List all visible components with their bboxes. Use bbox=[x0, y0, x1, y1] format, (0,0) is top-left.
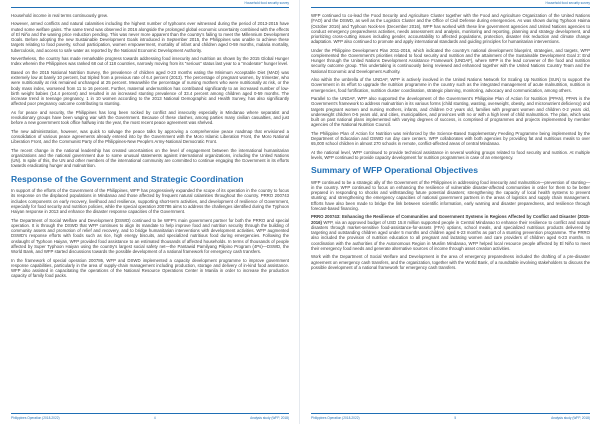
paragraph: However, armed conflicts and natural calamities including the highest number of typhoons ever witnessed during the period of 2013-2015 have muted some welfare gains. The same trend was observed in 2016 alongside the prolonged global economic uncertainty combined with the effects of El Niño and the waning price reduction pending. This was never more apparent than the country's failing to meet the Millennium Development Goals. Before adopting the new Sustainable Development Goals introduced in September 2015, the Philippines was unable to achieve these targets relating to food poverty, school participation, women empowerment, mortality of infant and children aged 0-59 months, malaria mortality, tuberculosis, and access to safe water as reported by the National Economic Development Authority. bbox=[11, 21, 289, 53]
footer-right-text: Analysis study (WFP, 2018) bbox=[551, 416, 590, 420]
footer-right-text: Analysis study (WFP, 2018) bbox=[250, 416, 289, 420]
paragraph: Work with the Department of Social Welfare and Development in the area of emergency preparedness included the drafting of a pre-disaster agreement on emergency cash transfers, and the organization, together with the World Bank, of a roundtable involving stakeholders to discuss the possible development of a national framework for emergency cash transfers. bbox=[311, 254, 590, 270]
footer-publisher: Philippines Operation (2018-2022) bbox=[311, 416, 360, 420]
paragraph: In the framework of special operation 200786, WFP and DSWD implemented a capacity development programme to improve government response capabilities, particularly in the area of supply-chain management including production, storage and delivery of in-kind food assistance. WFP also assisted in capacitating the operations of the National Resource Operations Center in Manila in order to increase the production capacity of family food packs. bbox=[11, 257, 289, 279]
paragraph: The new administration, however, was quick to salvage the peace talks by approving a comprehensive peace roadmap that envisioned a consolidation of various peace agreements already entered into by the Government with the Moro Islamic Liberation Front, the Moro National Liberation Front, and the Communist Party of the Philippines-New People's Army-National Democratic Front. bbox=[11, 128, 289, 145]
footer-publisher: Philippines Operation (2018-2022) bbox=[11, 416, 60, 420]
paragraph: The Department of Social Welfare and Development (DSWD) continued to be WFP's main government partner for both the PRRO and special operation. It is through the DSWD that WFP continues to align its mandate to help improve food and nutrition security through the building of community assets and promotion of relief and recovery, and to bridge humanitarian interventions with development activities. WFP augmented DSWD's response efforts with foods such as rice, high energy biscuits, and specialized nutritious food during emergencies. Following the onslaught of Typhoon Haiyan, WFP provided food assistance to an estimated thousands of affected households. In terms of thousands of people affected by Super Typhoon Haiyan using the country's largest social safety net—the Pantawid Pamilyang Pilipino Program (4Ps)—DSWD, the World Bank, and WFP started discussions towards the possible development of a national framework for emergency cash transfers. bbox=[11, 217, 289, 255]
paragraph: At the national level, WFP continued to provide technical assistance in several working groups related to food security and nutrition. At multiple levels, WFP continued to provide capacity development for nutrition programmes in case of an emergency. bbox=[311, 149, 590, 160]
header-rule bbox=[11, 7, 289, 8]
paragraph: WFP continued to be a strategic ally of the Government of the Philippines in addressing food insecurity and malnutrition—prevention of stunting—in the country. WFP continued to focus on enhancing the resilience of vulnerable disaster-affected communities in order for them to be better prepared in responding to shocks and withstanding future potential disasters; strengthening the capacity of local health systems to prevent stunting; and strengthening the emergency capacities of national government partners in the areas of logistics and supply chain management. Efforts have also been made to bridge the link between scientific information, early warning and disaster preparedness, and resilience through forecast-based financing. bbox=[311, 179, 590, 211]
paragraph: Parallel to the UNDAF, WFP also supported the development of the Government's Philippine Plan of Action for Nutrition (PPAN). PPAN is the Government's framework to address malnutrition in its various forms (child stunting, wasting, overweight, obesity, and micronutrient deficiency) and targets pregnant women and nursing mothers, infants, and children 0-2 years old, families with pregnant women and children 0-2 years old, underweight children 0-5 years old, and cities, municipalities, and provinces with no or with a high level of child malnutrition. The plan, which was built on past national plans implemented with varying degrees of success, is comprised of programmes and projects implemented by member agencies of the National Nutrition Council. bbox=[311, 96, 590, 128]
paragraph: Household income in real terms continuously grew. bbox=[11, 13, 108, 18]
paragraph: The recent change in the national leadership has created uncertainties on the level of engagement between the international humanitarian organizations and the national government due to some unusual statements against international organizations, including the United Nations (UN). In spite of this, the UN and other members of the international community are committed to continue engaging the Government in its efforts towards eradicating hunger and malnutrition. bbox=[11, 147, 289, 169]
page-footer bbox=[311, 413, 590, 420]
paragraph: As for peace and security, the Philippines has long been rocked by conflict and insecurity especially in Mindanao where separatist and revolutionary groups have been waging war with the Government. Because of these clashes, among parties many civilian casualties, and just before a new government took office halfway into the year, the most recent peace agreement was shelved. bbox=[11, 109, 289, 126]
running-header: Household food security survey bbox=[545, 1, 590, 5]
paragraph: Based on the 2015 National Nutrition Survey, the prevalence of children aged 0-23 months eating the Minimum Acceptable Diet (MAD) was extremely low at barely 10 percent, but tripled from a previous rate of 6.4 percent (2013). The percentage of pregnant women, by trimester, who were nutritionally at risk remained unchanged at 25 percent. Meanwhile the percentage of nursing mothers who were nutritionally at risk, or the body mass index, worsened from 11 to 16 percent. Further, maternal undernutrition has contributed significantly to an increased number of low-birth weight babies (14.4 percent) and resulted in an increased stunting prevalence of 33.4 percent among children aged 0-59 months. The increase trend in teenage pregnancy, 1 in 10 women according to the 2013 National Demographic and Health Survey, has also significantly affected poor pregnancy outcome contributing to stunting. bbox=[11, 69, 289, 107]
paragraph: Nevertheless, the country has made remarkable progress towards addressing food insecurity and nutrition as shown by the 2015 Global Hunger Index wherein the Philippines was ranked 68 out of 118 countries, narrowly moving from its "serious" status last year to a "moderate" hunger level. bbox=[11, 56, 289, 67]
section-heading-government-response: Response of the Government and Strategic Coordination bbox=[11, 173, 244, 184]
section-heading-operational-objectives: Summary of WFP Operational Objectives bbox=[311, 165, 478, 176]
page-number: 5 bbox=[454, 416, 457, 420]
running-header: Household food security survey bbox=[244, 1, 289, 5]
paragraph: The Philippine Plan of Action for Nutrition was reinforced by the Science-Based Supplementary Feeding Programme being implemented by the Department of Education and DSWD run day care centers. WFP collaborates with both agencies by providing fat and nutritious meals to over 65,000 school children in almost 270 schools in remote, conflict-affected areas of central Mindanao. bbox=[311, 130, 590, 147]
paragraph: Also within the umbrella of the UNDAF, WFP is actively involved in the United Nations Network for Scaling Up Nutrition (SUN) to support the Government in its effort to upgrade the nutrition programme in the country such as the integrated management of acute malnutrition, nutrition in emergencies, food fortification, nutrition cluster coordination, strategic planning, monitoring, advocacy and communication, among others. bbox=[311, 77, 590, 93]
paragraph: Under the Philippine Development Plan 2011-2016, which indicated the country's national development blueprint, strategies, and targets, WFP complemented the Government's priorities related to food security and nutrition and the attainment of the Sustainable Development Goal 2: End Hunger through the United Nations Development Assistance Framework (UNDAF), where WFP is the lead convener of the food and nutrition security outcome group. This undertaking is continuously being reviewed and enhanced together with the United Nations Country Team and the National Economic and Development Authority. bbox=[311, 47, 590, 74]
right-page bbox=[300, 0, 600, 424]
paragraph-prro bbox=[311, 214, 590, 251]
page-footer bbox=[11, 413, 289, 420]
page-number: 4 bbox=[153, 416, 156, 420]
paragraph: WFP continued to co-lead the Food Security and Agriculture Cluster together with the Food and Agriculture Organization of the United Nations (FAO) and the DSWD, as well as the Logistics Cluster and the Office of Civil Defense during emergencies. As was shown during Typhoon Haima (October 2016) and Typhoon Nock-ten (December 2016), WFP has worked with these line government agencies and United Nations agencies to conduct emergency preparedness activities, needs assessment and analysis, monitoring and reporting, planning and strategy development, and prioritizing cross-cutting issues including gender, accountability to affected populations, protection, disaster risk reduction and climate change adaptation. WFP also continued to promote and apply international standards and guiding principles for humanitarian interventions. bbox=[311, 13, 590, 45]
header-rule bbox=[311, 7, 590, 8]
paragraph: In support of the efforts of the Government of the Philippines, WFP has progressively expanded the scope of its operation in the country to focus its response on the displaced populations in Mindanao and those affected by frequent natural calamities throughout the country. PRRO 200743 includes components on early recovery, livelihood and resilience, supporting short-term activities, and development of resilience of Government, especially for food security and nutrition policies, while the special operation 200786 aims to address the challenges identified during the Typhoon Haiyan response in 2013 and enhance the disaster response capacities of the Government. bbox=[11, 188, 289, 215]
prro-title: PRRO 200743: Enhancing the Resilience of Communities and Government Systems in Regions Affected by Conflict and Disaster (2015-2016) bbox=[311, 214, 590, 225]
prro-body: WFP, via an approved budget of USD 15.8 million supported people in Central Mindanao to enhance their resilience to conflict and natural disasters through market-sensitive food-assistance-for-assets (FFA) options, school meals, and specialized nutritious products delivered by targeting and outstanding children aged under 5 months and children aged 6-23 months as part of a stunting prevention programme. The PRRO also included the provision of nutrition education to all pregnant and lactating women and care providers of children aged 6-23 months. In coordination with the authorities of the Autonomous Region in Muslim Mindanao, WFP helped local resource people affected by El Niño to meet their emergency food needs and generate alternative sources of income through asset creation activities. bbox=[311, 219, 590, 251]
